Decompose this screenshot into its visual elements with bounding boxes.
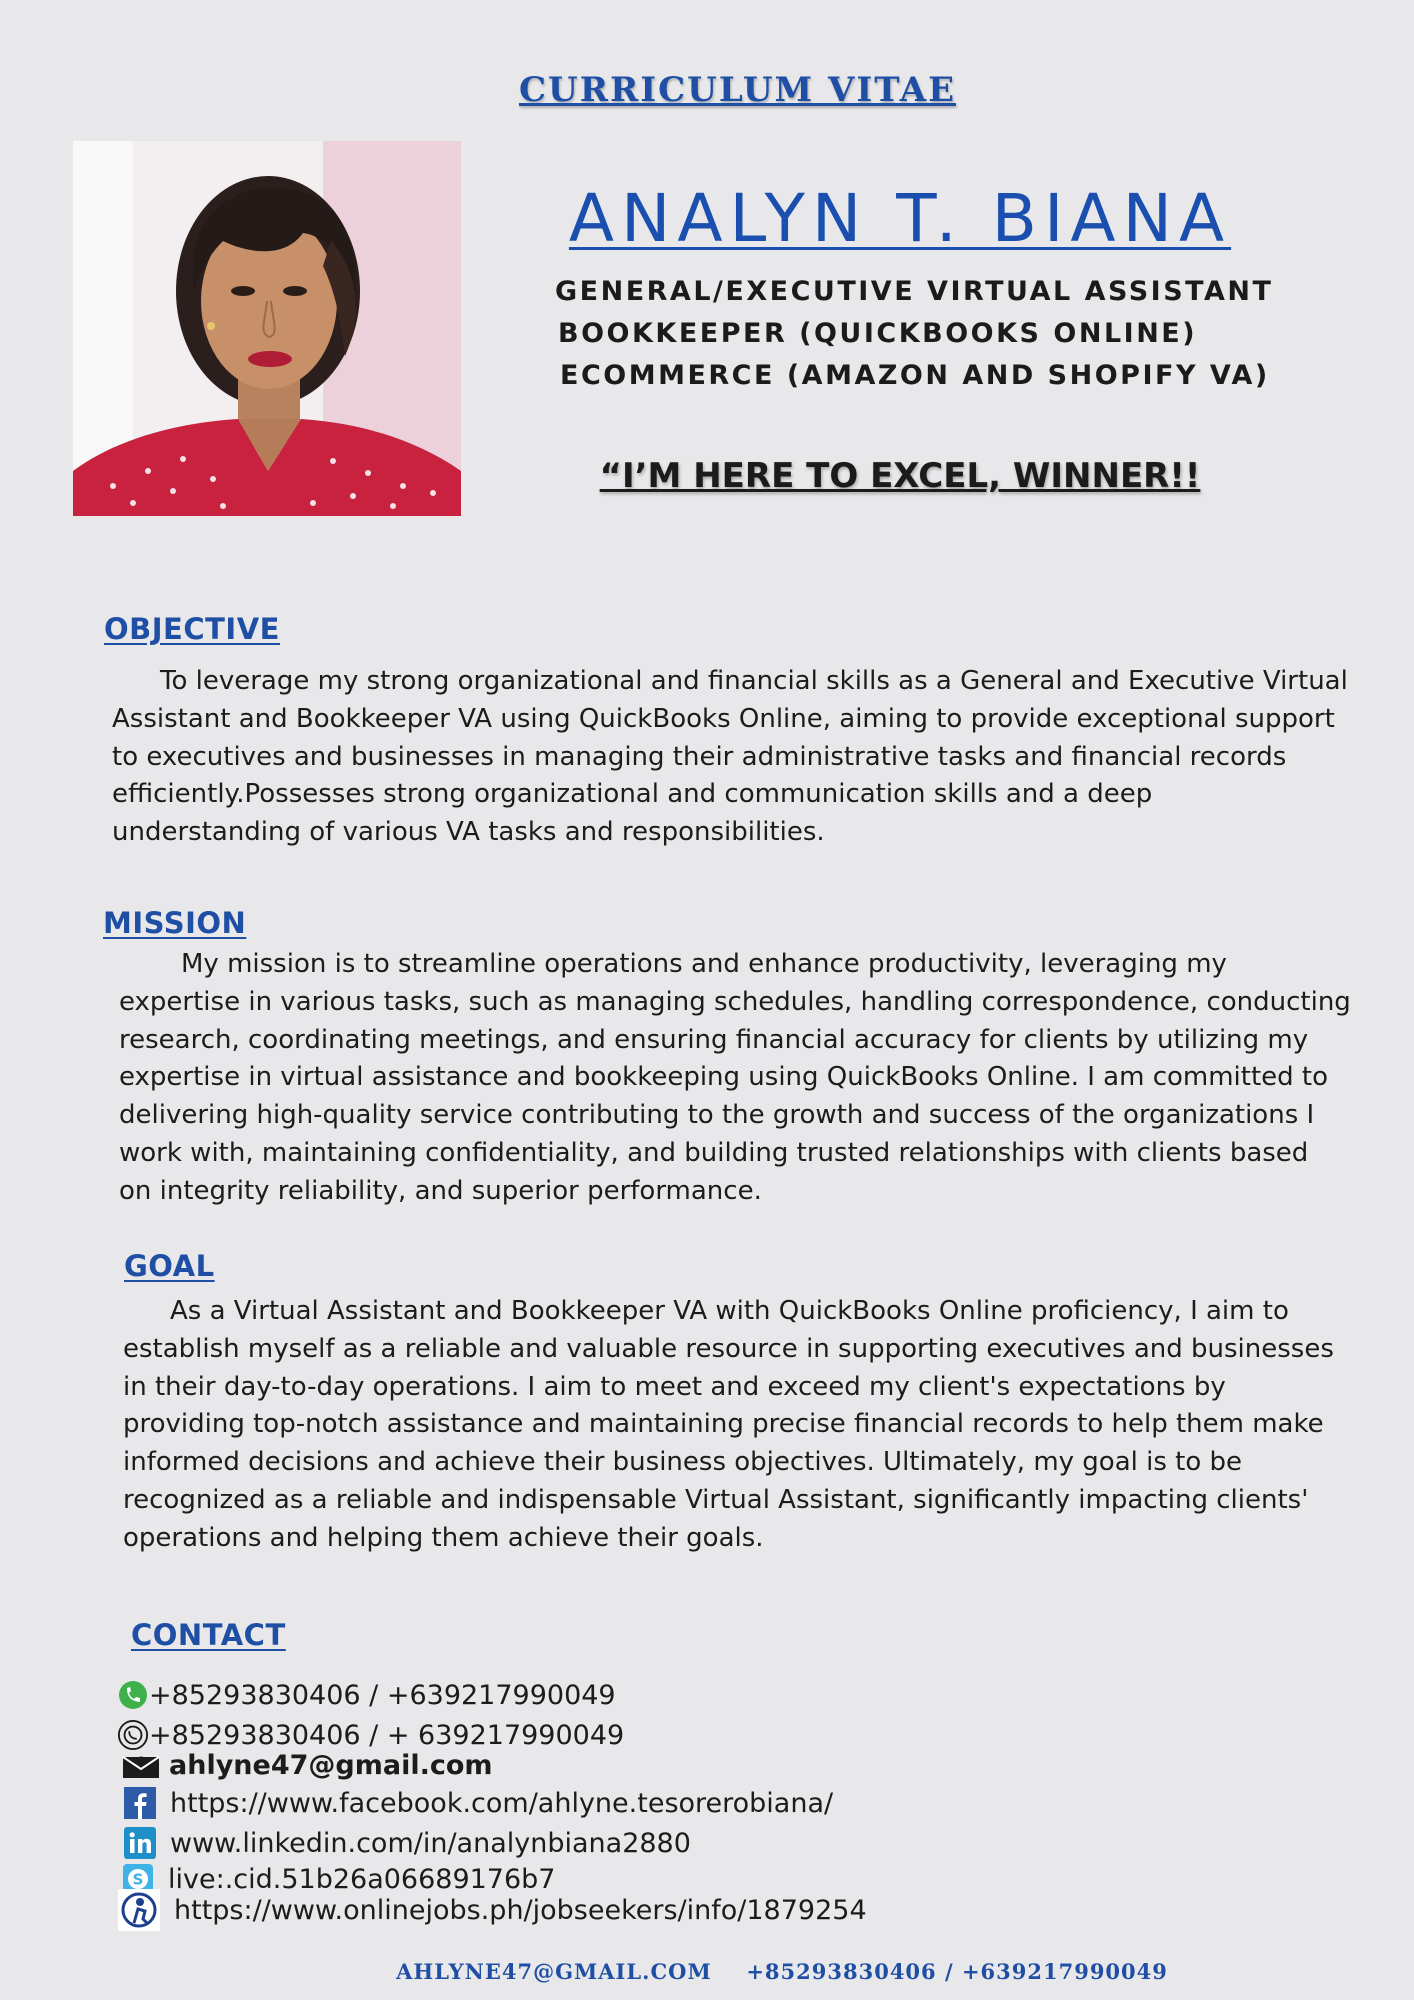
footer-phones: +85293830406 / +639217990049 — [746, 1959, 1168, 1984]
footer-email: AHLYNE47@GMAIL.COM — [396, 1959, 712, 1984]
objective-text — [112, 663, 1382, 852]
goal-line: in their day-to-day operations. I aim to meet and exceed my client's expectations by — [123, 1371, 1226, 1402]
objective-line: To leverage my strong organizational and financial skills as a General and Executive Virtual — [160, 666, 1348, 696]
tagline: “I’M HERE TO EXCEL, WINNER!! — [599, 456, 1201, 496]
mission-line: research, coordinating meetings, and ensuring financial accuracy for clients by utilizing my — [119, 1024, 1309, 1055]
phone-numbers: +85293830406 / +639217990049 — [149, 1679, 616, 1711]
cv-title: CURRICULUM VITAE — [518, 70, 957, 110]
onlinejobs-icon — [118, 1889, 160, 1931]
contact-whatsapp-row — [117, 1718, 624, 1752]
mission-heading: MISSION — [103, 906, 247, 940]
onlinejobs-url[interactable]: https://www.onlinejobs.ph/jobseekers/info/1879254 — [174, 1894, 867, 1926]
facebook-icon — [124, 1787, 156, 1819]
linkedin-url[interactable]: www.linkedin.com/in/analynbiana2880 — [170, 1827, 691, 1859]
contact-onlinejobs-row — [118, 1893, 867, 1927]
goal-heading: GOAL — [124, 1249, 215, 1283]
objective-line: to executives and businesses in managing their administrative tasks and financial records — [112, 741, 1287, 772]
contact-linkedin-row — [124, 1826, 691, 1860]
mission-text — [119, 946, 1389, 1211]
mission-line: My mission is to streamline operations and enhance productivity, leveraging my — [181, 949, 1227, 979]
svg-text:@: @ — [135, 1754, 147, 1767]
email-icon — [121, 1749, 161, 1781]
portrait-illustration — [73, 141, 461, 516]
whatsapp-numbers: +85293830406 / + 639217990049 — [149, 1719, 625, 1751]
footer-contact — [0, 1959, 1414, 1984]
role-line-1: GENERAL/EXECUTIVE VIRTUAL ASSISTANT — [555, 276, 1274, 307]
email-address[interactable]: ahlyne47@gmail.com — [169, 1749, 493, 1781]
goal-line: establish myself as a reliable and valuable resource in supporting executives and businesses — [123, 1333, 1334, 1364]
goal-line: operations and helping them achieve their goals. — [123, 1522, 764, 1553]
candidate-name: ANALYN T. BIANA — [568, 180, 1232, 257]
objective-line: understanding of various VA tasks and responsibilities. — [112, 817, 825, 848]
linkedin-icon — [124, 1827, 156, 1859]
role-line-2: BOOKKEEPER (QUICKBOOKS ONLINE) — [558, 318, 1198, 349]
mission-line: expertise in virtual assistance and bookkeeping using QuickBooks Online. I am committed to — [119, 1062, 1329, 1093]
objective-line: Assistant and Bookkeeper VA using QuickBooks Online, aiming to provide exceptional support — [112, 703, 1335, 734]
objective-line: efficiently.Possesses strong organizational and communication skills and a deep — [112, 779, 1153, 810]
contact-email-row — [121, 1748, 493, 1782]
contact-heading: CONTACT — [131, 1618, 286, 1652]
contact-phone-row — [117, 1678, 616, 1712]
phone-icon — [117, 1679, 149, 1711]
skype-id[interactable]: live:.cid.51b26a06689176b7 — [168, 1863, 556, 1895]
facebook-url[interactable]: https://www.facebook.com/ahlyne.tesorerobiana/ — [170, 1787, 834, 1819]
mission-line: on integrity reliability, and superior performance. — [119, 1175, 762, 1206]
mission-line: delivering high-quality service contributing to the growth and success of the organizations I — [119, 1100, 1315, 1131]
whatsapp-icon — [117, 1719, 149, 1751]
contact-facebook-row — [124, 1786, 833, 1820]
role-line-3: ECOMMERCE (AMAZON AND SHOPIFY VA) — [560, 360, 1270, 391]
objective-heading: OBJECTIVE — [104, 612, 280, 646]
mission-line: expertise in various tasks, such as managing schedules, handling correspondence, conducting — [119, 986, 1351, 1017]
svg-text:S: S — [132, 1870, 144, 1889]
mission-line: work with, maintaining confidentiality, and building trusted relationships with clients based — [119, 1137, 1309, 1168]
profile-photo — [73, 141, 461, 516]
contact-skype-row — [122, 1862, 555, 1896]
goal-line: recognized as a reliable and indispensable Virtual Assistant, significantly impacting clients' — [123, 1484, 1309, 1515]
goal-text — [123, 1293, 1393, 1558]
goal-line: As a Virtual Assistant and Bookkeeper VA with QuickBooks Online proficiency, I aim to — [170, 1296, 1289, 1326]
goal-line: informed decisions and achieve their business objectives. Ultimately, my goal is to be — [123, 1447, 1243, 1478]
goal-line: providing top-notch assistance and maintaining precise financial records to help them make — [123, 1409, 1324, 1440]
